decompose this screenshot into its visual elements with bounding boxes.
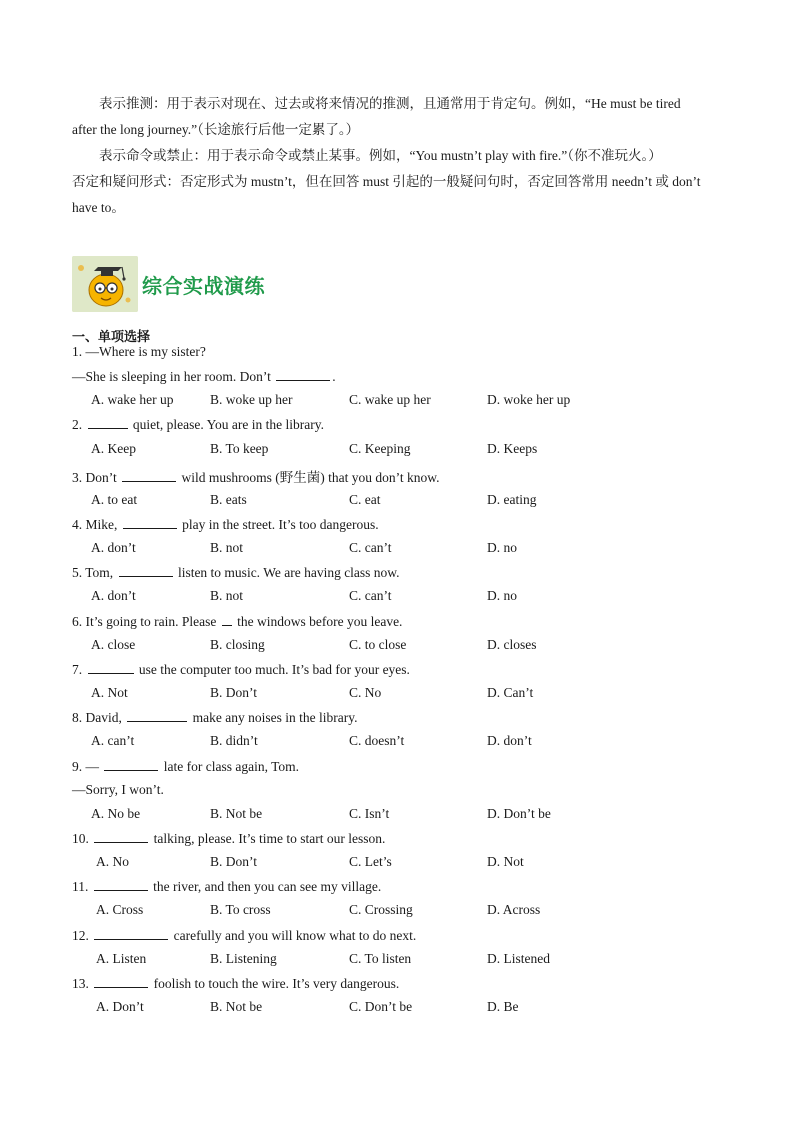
question-2-text: quiet, please. You are in the library. (132, 417, 324, 432)
q13-option-c[interactable]: C. Don’t be (349, 999, 413, 1014)
question-1-text: —She is sleeping in her room. Don’t (72, 369, 271, 384)
q9-option-d[interactable]: D. Don’t be (487, 806, 551, 821)
q10-option-b[interactable]: B. Don’t (210, 854, 258, 869)
question-9-number: 9. — (72, 759, 99, 774)
answer-blank (104, 758, 158, 771)
intro-line-4: 否定和疑问形式：否定形式为 mustn’t，但在回答 must 引起的一般疑问句时，否定回答常用 needn’t 或 don’t (72, 174, 701, 189)
q1-option-a[interactable]: A. wake her up (91, 392, 174, 407)
q2-option-c[interactable]: C. Keeping (349, 441, 411, 456)
q9-option-b[interactable]: B. Not be (210, 806, 263, 821)
q12-option-d[interactable]: D. Listened (487, 951, 550, 966)
question-12-stem (72, 927, 416, 944)
question-1-stem: 1. —Where is my sister? (72, 344, 206, 359)
question-10-text: talking, please. It’s time to start our lesson. (153, 831, 386, 846)
intro-line-5: have to。 (72, 200, 125, 215)
answer-blank (88, 661, 134, 674)
q10-option-d[interactable]: D. Not (487, 854, 524, 869)
q2-option-d[interactable]: D. Keeps (487, 441, 538, 456)
answer-blank (276, 368, 330, 381)
q3-option-b[interactable]: B. eats (210, 492, 247, 507)
scholar-mascot-icon (72, 256, 138, 312)
section-banner-title: 综合实战演练 (142, 273, 265, 298)
intro-line-1: 表示推测：用于表示对现在、过去或将来情况的推测，且通常用于肯定句。例如，“He must be tired (99, 96, 681, 111)
answer-blank (88, 416, 128, 429)
question-7-number: 7. (72, 662, 83, 677)
section-heading: 一、单项选择 (72, 330, 151, 345)
answer-blank (127, 709, 187, 722)
q4-option-b[interactable]: B. not (210, 540, 244, 555)
q6-option-d[interactable]: D. closes (487, 637, 537, 652)
question-9-stem (72, 758, 299, 775)
question-4-number: 4. Mike, (72, 517, 118, 532)
q12-option-b[interactable]: B. Listening (210, 951, 277, 966)
q10-option-a[interactable]: A. No (96, 854, 129, 869)
q12-option-c[interactable]: C. To listen (349, 951, 412, 966)
q5-option-d[interactable]: D. no (487, 588, 517, 603)
question-6-text: the windows before you leave. (237, 614, 403, 629)
answer-blank (122, 469, 176, 482)
q4-option-a[interactable]: A. don’t (91, 540, 136, 555)
question-1-period: . (332, 369, 336, 384)
q6-option-c[interactable]: C. to close (349, 637, 407, 652)
question-11-text: the river, and then you can see my village. (153, 879, 382, 894)
q3-option-a[interactable]: A. to eat (91, 492, 138, 507)
q2-option-b[interactable]: B. To keep (210, 441, 269, 456)
answer-blank (123, 516, 177, 529)
question-11-stem (72, 878, 381, 895)
q3-option-d[interactable]: D. eating (487, 492, 537, 507)
question-8-text: make any noises in the library. (192, 710, 358, 725)
question-11-number: 11. (72, 879, 89, 894)
q11-option-a[interactable]: A. Cross (96, 902, 144, 917)
question-3-text: wild mushrooms (野生菌) that you don’t know. (181, 470, 440, 485)
q8-option-b[interactable]: B. didn’t (210, 733, 258, 748)
question-5-text: listen to music. We are having class now. (177, 565, 400, 580)
q8-option-a[interactable]: A. can’t (91, 733, 135, 748)
question-13-stem (72, 975, 399, 992)
q6-option-a[interactable]: A. close (91, 637, 136, 652)
question-3-number: 3. Don’t (72, 470, 117, 485)
answer-blank (119, 564, 173, 577)
question-1-line-2 (72, 368, 336, 385)
answer-blank (94, 878, 148, 891)
q7-option-c[interactable]: C. No (349, 685, 382, 700)
intro-block (72, 91, 728, 221)
question-10-number: 10. (72, 831, 89, 846)
question-13-text: foolish to touch the wire. It’s very dangerous. (153, 976, 400, 991)
question-6-stem (72, 613, 402, 630)
q9-option-c[interactable]: C. Isn’t (349, 806, 390, 821)
q6-option-b[interactable]: B. closing (210, 637, 265, 652)
q4-option-d[interactable]: D. no (487, 540, 517, 555)
question-4-stem (72, 516, 379, 533)
intro-line-2: after the long journey.”（长途旅行后他一定累了。） (72, 122, 360, 137)
answer-blank (94, 927, 168, 940)
question-2-stem (72, 416, 324, 433)
question-7-stem (72, 661, 410, 678)
intro-line-3: 表示命令或禁止：用于表示命令或禁止某事。例如，“You mustn’t play with fire.”（你不准玩火。） (99, 148, 662, 163)
question-12-number: 12. (72, 928, 89, 943)
q11-option-d[interactable]: D. Across (487, 902, 541, 917)
question-8-stem (72, 709, 357, 726)
answer-blank (94, 975, 148, 988)
q7-option-a[interactable]: A. Not (91, 685, 128, 700)
q3-option-c[interactable]: C. eat (349, 492, 381, 507)
q4-option-c[interactable]: C. can’t (349, 540, 392, 555)
question-8-number: 8. David, (72, 710, 122, 725)
question-5-stem (72, 564, 400, 581)
section-banner (72, 256, 265, 312)
q1-option-c[interactable]: C. wake up her (349, 392, 431, 407)
q7-option-d[interactable]: D. Can’t (487, 685, 534, 700)
question-2-number: 2. (72, 417, 83, 432)
q9-option-a[interactable]: A. No be (91, 806, 141, 821)
question-12-text: carefully and you will know what to do next. (173, 928, 417, 943)
q8-option-c[interactable]: C. doesn’t (349, 733, 405, 748)
answer-blank (222, 613, 232, 626)
q11-option-b[interactable]: B. To cross (210, 902, 271, 917)
q13-option-b[interactable]: B. Not be (210, 999, 263, 1014)
q12-option-a[interactable]: A. Listen (96, 951, 147, 966)
question-4-text: play in the street. It’s too dangerous. (182, 517, 379, 532)
q11-option-c[interactable]: C. Crossing (349, 902, 413, 917)
question-9-line-2: —Sorry, I won’t. (72, 782, 164, 797)
q13-option-a[interactable]: A. Don’t (96, 999, 144, 1014)
q7-option-b[interactable]: B. Don’t (210, 685, 258, 700)
q5-option-c[interactable]: C. can’t (349, 588, 392, 603)
q5-option-a[interactable]: A. don’t (91, 588, 136, 603)
q13-option-d[interactable]: D. Be (487, 999, 519, 1014)
q10-option-c[interactable]: C. Let’s (349, 854, 392, 869)
question-3-stem (72, 466, 440, 486)
q1-option-d[interactable]: D. woke her up (487, 392, 571, 407)
q2-option-a[interactable]: A. Keep (91, 441, 136, 456)
q5-option-b[interactable]: B. not (210, 588, 244, 603)
question-7-text: use the computer too much. It’s bad for your eyes. (138, 662, 410, 677)
question-13-number: 13. (72, 976, 89, 991)
question-6-number: 6. It’s going to rain. Please (72, 614, 217, 629)
question-10-stem (72, 830, 385, 847)
question-9-text: late for class again, Tom. (163, 759, 300, 774)
q8-option-d[interactable]: D. don’t (487, 733, 532, 748)
question-5-number: 5. Tom, (72, 565, 114, 580)
q1-option-b[interactable]: B. woke up her (210, 392, 293, 407)
answer-blank (94, 830, 148, 843)
